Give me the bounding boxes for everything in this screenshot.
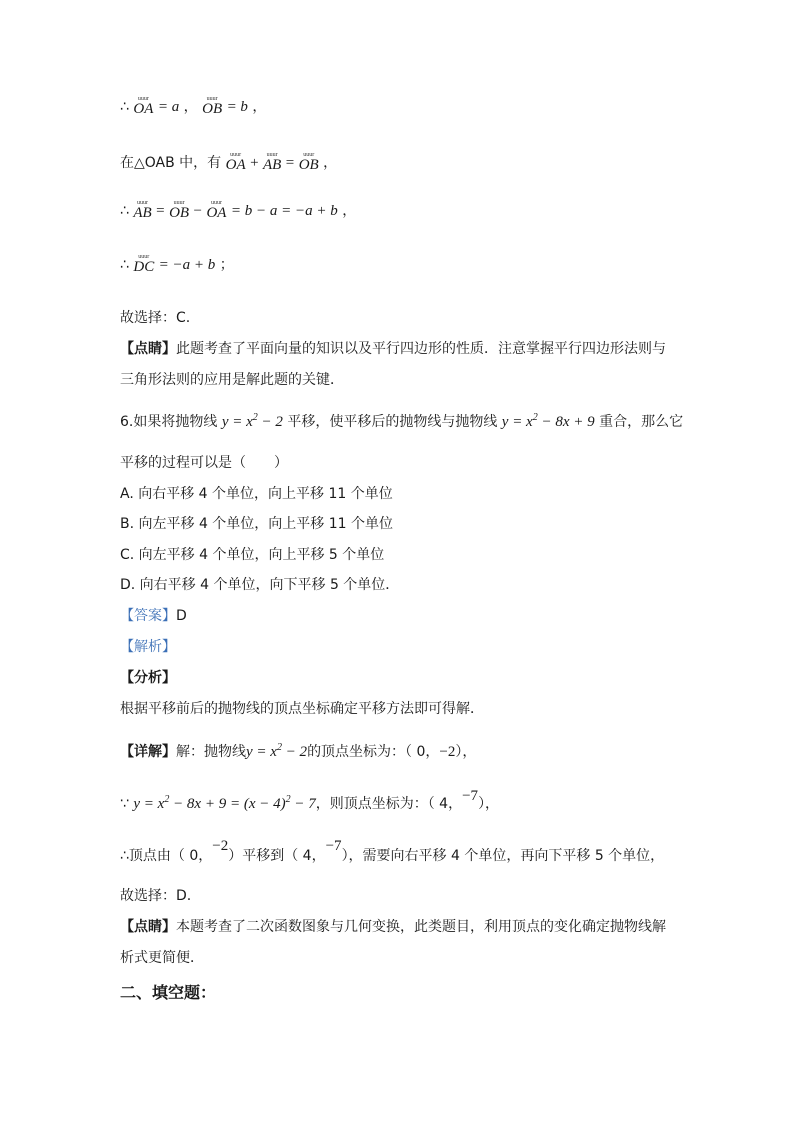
detail-text: ），: [455, 744, 477, 760]
detail-tag: 【详解】: [120, 744, 176, 760]
question-6-line-2: 平移的过程可以是（ ）: [120, 455, 288, 471]
exponent: 2: [532, 412, 538, 423]
comment-text: 此题考查了平面向量的知识以及平行四边形的性质．注意掌握平行四边形法则与: [176, 341, 666, 357]
operator: −: [193, 203, 202, 219]
math-expression: y = x: [246, 744, 277, 760]
vector-label: OA: [206, 205, 227, 221]
operator: =: [156, 203, 165, 219]
text-prefix: 在△OAB 中，有: [120, 155, 222, 171]
section-heading: 二、填空题：: [120, 983, 217, 1002]
vector-line-2: [120, 152, 337, 173]
math-expression: −2: [439, 744, 456, 760]
vector-arrow-mark: uuur: [266, 152, 278, 158]
comment-text: 本题考查了二次函数图象与几何变换，此类题目，利用顶点的变化确定抛物线解: [176, 919, 666, 935]
vector-ob: [299, 152, 319, 173]
question-text: 平移，使平移后的抛物线与抛物线: [287, 414, 498, 430]
answer-tag: 【答案】: [120, 608, 176, 624]
vector-ob: [202, 96, 222, 117]
vector-arrow-mark: uuur: [230, 152, 242, 158]
vector-ob: [169, 200, 189, 221]
vector-line-1: [120, 96, 266, 117]
math-expression: y = x: [133, 796, 165, 812]
analysis-tag: 【解析】: [120, 639, 176, 655]
vector-label: OB: [202, 101, 223, 117]
vector-oa: [206, 200, 226, 221]
math-expression: = −a + b: [158, 257, 216, 273]
vector-label: OA: [133, 101, 154, 117]
detail-text: ），: [478, 796, 500, 812]
question-text: 重合，那么它: [599, 414, 684, 430]
math-expression: y = x: [501, 414, 533, 430]
comment-line-2: 三角形法则的应用是解此题的关键．: [120, 372, 344, 388]
vector-arrow-mark: uuur: [303, 152, 315, 158]
detail-line: [120, 738, 476, 762]
choose-d-line: 故选择：D.: [120, 888, 192, 904]
therefore-symbol: ∴: [120, 203, 129, 219]
detail-text: ∴顶点由（ 0，: [120, 848, 213, 864]
punctuation: ；: [219, 257, 234, 273]
vector-line-4: [120, 254, 234, 275]
vector-dc: [133, 254, 154, 275]
vector-label: OB: [169, 205, 190, 221]
exponent: 2: [252, 412, 258, 423]
punctuation: ，: [342, 203, 357, 219]
detail-text: 的顶点坐标为：（ 0，: [307, 744, 440, 760]
math-expression: − 8x + 9: [537, 414, 595, 430]
math-expression: − 8x + 9 = (x − 4): [169, 796, 286, 812]
punctuation: ，: [252, 99, 267, 115]
math-expression: = b: [226, 99, 248, 115]
question-text: 6.如果将抛物线: [120, 414, 218, 430]
vector-arrow-mark: uuur: [137, 96, 149, 102]
punctuation: ，: [183, 99, 198, 115]
math-expression: − 2: [281, 744, 308, 760]
math-expression: = a: [157, 99, 180, 115]
fenxi-text: 根据平移前后的抛物线的顶点坐标确定平移方法即可得解．: [120, 701, 484, 717]
vector-arrow-mark: uuur: [210, 200, 222, 206]
math-expression: − 2: [257, 414, 283, 430]
exponent: 2: [285, 794, 291, 805]
math-expression: −7: [462, 788, 479, 804]
vector-arrow-mark: uuur: [173, 200, 185, 206]
option-c: C. 向左平移 4 个单位，向上平移 5 个单位: [120, 547, 385, 563]
therefore-symbol: ∴: [120, 99, 129, 115]
math-expression: −2: [212, 838, 229, 854]
exponent: 2: [276, 742, 282, 753]
vector-label: AB: [263, 157, 282, 173]
vector-arrow-mark: uuur: [206, 96, 218, 102]
math-expression: y = x: [221, 414, 253, 430]
detail-text: ，则顶点坐标为：（ 4，: [315, 796, 463, 812]
math-expression: − 7: [290, 796, 316, 812]
vector-oa: [133, 96, 153, 117]
vector-line-3: [120, 200, 356, 221]
punctuation: ，: [323, 155, 338, 171]
therefore-symbol: ∴: [120, 257, 129, 273]
operator: +: [250, 155, 259, 171]
vector-label: OA: [225, 157, 246, 173]
comment-tag: 【点睛】: [120, 341, 176, 357]
vector-label: OB: [298, 157, 319, 173]
vector-label: DC: [133, 259, 155, 275]
detail-text: 解：抛物线: [176, 744, 246, 760]
option-a: A. 向右平移 4 个单位，向上平移 11 个单位: [120, 486, 393, 502]
answer-value: D: [176, 608, 187, 624]
because-line: [120, 790, 499, 814]
because-symbol: ∵: [120, 796, 129, 812]
vector-oa: [226, 152, 246, 173]
comment-line-1: [120, 339, 666, 359]
detail-text: ），需要向右平移 4 个单位，再向下平移 5 个单位，: [341, 848, 665, 864]
comment2-line-2: 析式更简便．: [120, 950, 204, 966]
option-d: D. 向右平移 4 个单位，向下平移 5 个单位．: [120, 577, 400, 593]
detail-text: ）平移到（ 4，: [228, 848, 326, 864]
vector-ab: [263, 152, 281, 173]
comment2-line-1: [120, 917, 666, 937]
fenxi-tag: 【分析】: [120, 670, 176, 686]
math-expression: −7: [325, 838, 342, 854]
choose-c-line: 故选择：C.: [120, 310, 191, 326]
exponent: 2: [164, 794, 170, 805]
comment-tag: 【点睛】: [120, 919, 176, 935]
operator: =: [285, 155, 295, 171]
question-6-line-1: [120, 408, 683, 432]
therefore-line: [120, 838, 665, 866]
math-expression: = b − a = −a + b: [230, 203, 338, 219]
vector-arrow-mark: uuur: [137, 200, 149, 206]
vector-arrow-mark: uuur: [138, 254, 150, 260]
vector-ab: [133, 200, 151, 221]
vector-label: AB: [133, 205, 152, 221]
option-b: B. 向左平移 4 个单位，向上平移 11 个单位: [120, 516, 394, 532]
answer-line: [120, 606, 187, 626]
